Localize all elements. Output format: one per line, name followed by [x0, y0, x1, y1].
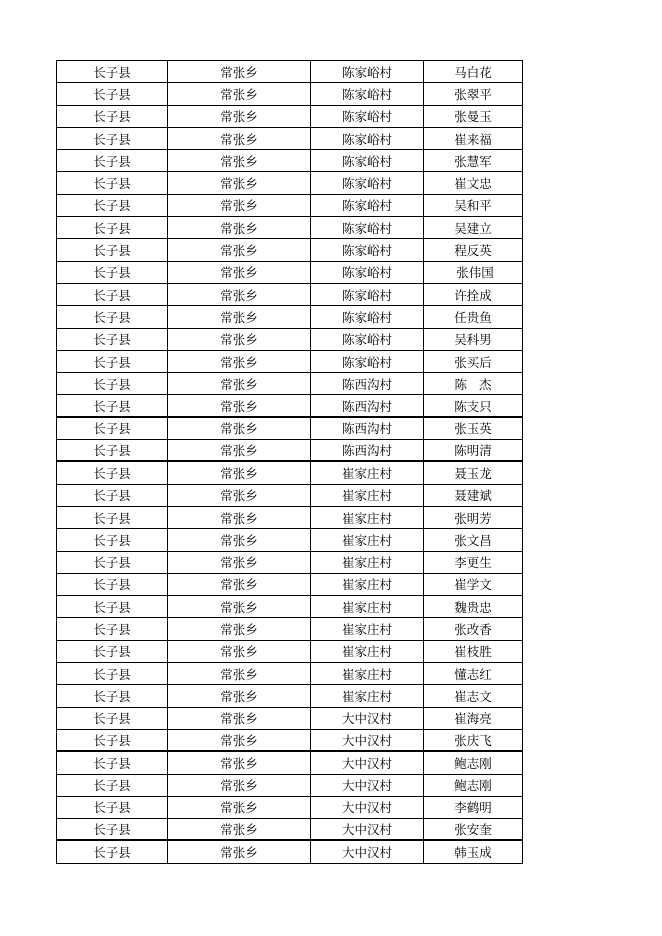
person-name-cell[interactable]: 许拴成 [424, 284, 523, 305]
person-name-cell[interactable]: 张文昌 [424, 529, 523, 550]
township-cell[interactable]: 常张乡 [168, 61, 311, 82]
county-cell[interactable]: 长子县 [57, 641, 168, 662]
village-cell[interactable]: 陈家峪村 [311, 106, 424, 127]
table-row [57, 841, 523, 863]
person-name-cell[interactable]: 魏贵忠 [424, 596, 523, 617]
person-name-cell[interactable]: 张曼玉 [424, 106, 523, 127]
table-row [57, 373, 523, 395]
township-cell[interactable]: 常张乡 [168, 685, 311, 706]
township-cell[interactable]: 常张乡 [168, 596, 311, 617]
table-row [57, 663, 523, 685]
county-cell[interactable]: 长子县 [57, 195, 168, 216]
person-name-cell[interactable]: 韩玉成 [424, 841, 523, 862]
person-name-cell[interactable]: 聂玉龙 [424, 462, 523, 483]
table-row [57, 641, 523, 663]
township-cell[interactable]: 常张乡 [168, 552, 311, 573]
village-cell[interactable]: 陈西沟村 [311, 395, 424, 415]
village-cell[interactable]: 崔家庄村 [311, 529, 424, 550]
county-cell[interactable]: 长子县 [57, 752, 168, 773]
township-cell[interactable]: 常张乡 [168, 797, 311, 818]
county-cell[interactable]: 长子县 [57, 128, 168, 149]
table-row [57, 217, 523, 239]
township-cell[interactable]: 常张乡 [168, 217, 311, 238]
county-cell[interactable]: 长子县 [57, 172, 168, 193]
table-row [57, 529, 523, 551]
village-cell[interactable]: 大中汉村 [311, 730, 424, 750]
county-cell[interactable]: 长子县 [57, 217, 168, 238]
table-row [57, 306, 523, 328]
township-cell[interactable]: 常张乡 [168, 106, 311, 127]
village-cell[interactable]: 崔家庄村 [311, 552, 424, 573]
village-cell[interactable]: 陈家峪村 [311, 262, 424, 283]
township-cell[interactable]: 常张乡 [168, 663, 311, 684]
township-cell[interactable]: 常张乡 [168, 462, 311, 483]
table-row [57, 462, 523, 484]
village-cell[interactable]: 陈家峪村 [311, 351, 424, 372]
village-cell[interactable]: 陈家峪村 [311, 83, 424, 104]
table-row [57, 485, 523, 507]
village-cell[interactable]: 大中汉村 [311, 775, 424, 796]
township-cell[interactable]: 常张乡 [168, 329, 311, 350]
table-row [57, 128, 523, 150]
person-name-cell[interactable]: 张伟国 [424, 262, 523, 283]
village-cell[interactable]: 陈家峪村 [311, 329, 424, 350]
village-cell[interactable]: 陈家峪村 [311, 61, 424, 82]
village-cell[interactable]: 崔家庄村 [311, 507, 424, 528]
village-cell[interactable]: 陈家峪村 [311, 306, 424, 327]
table-row [57, 797, 523, 819]
village-cell[interactable]: 大中汉村 [311, 708, 424, 729]
township-cell[interactable]: 常张乡 [168, 351, 311, 372]
county-cell[interactable]: 长子县 [57, 61, 168, 82]
table-row [57, 775, 523, 797]
township-cell[interactable]: 常张乡 [168, 708, 311, 729]
table-row [57, 150, 523, 172]
village-cell[interactable]: 陈家峪村 [311, 150, 424, 171]
person-name-cell[interactable]: 张安奎 [424, 819, 523, 839]
table-row [57, 284, 523, 306]
county-cell[interactable]: 长子县 [57, 106, 168, 127]
county-cell[interactable]: 长子县 [57, 306, 168, 327]
person-name-cell[interactable]: 鲍志刚 [424, 775, 523, 796]
county-cell[interactable]: 长子县 [57, 507, 168, 528]
person-name-cell[interactable]: 任贵鱼 [424, 306, 523, 327]
person-name-cell[interactable]: 陈 杰 [424, 373, 523, 394]
table-row [57, 106, 523, 128]
table-row [57, 83, 523, 105]
county-cell[interactable]: 长子县 [57, 730, 168, 750]
county-cell[interactable]: 长子县 [57, 351, 168, 372]
person-name-cell[interactable]: 聂建斌 [424, 485, 523, 506]
table-row [57, 574, 523, 596]
person-name-cell[interactable]: 程反英 [424, 239, 523, 260]
table-row [57, 819, 523, 841]
person-name-cell[interactable]: 马白花 [424, 61, 523, 82]
county-cell[interactable]: 长子县 [57, 395, 168, 415]
person-name-cell[interactable]: 陈明清 [424, 440, 523, 460]
village-cell[interactable]: 崔家庄村 [311, 596, 424, 617]
county-cell[interactable]: 长子县 [57, 418, 168, 439]
township-cell[interactable]: 常张乡 [168, 284, 311, 305]
village-cell[interactable]: 大中汉村 [311, 797, 424, 818]
table-row [57, 552, 523, 574]
table-row [57, 708, 523, 730]
person-name-cell[interactable]: 张玉英 [424, 418, 523, 439]
table-row [57, 596, 523, 618]
village-cell[interactable]: 陈西沟村 [311, 373, 424, 394]
township-cell[interactable]: 常张乡 [168, 239, 311, 260]
person-name-cell[interactable]: 崔学文 [424, 574, 523, 595]
village-cell[interactable]: 崔家庄村 [311, 618, 424, 639]
table-row [57, 507, 523, 529]
township-cell[interactable]: 常张乡 [168, 395, 311, 415]
table-row [57, 172, 523, 194]
county-cell[interactable]: 长子县 [57, 841, 168, 862]
village-cell[interactable]: 崔家庄村 [311, 485, 424, 506]
village-cell[interactable]: 崔家庄村 [311, 685, 424, 706]
township-cell[interactable]: 常张乡 [168, 574, 311, 595]
village-cell[interactable]: 崔家庄村 [311, 574, 424, 595]
person-name-cell[interactable]: 张明芳 [424, 507, 523, 528]
village-cell[interactable]: 陈家峪村 [311, 239, 424, 260]
township-cell[interactable]: 常张乡 [168, 128, 311, 149]
county-cell[interactable]: 长子县 [57, 485, 168, 506]
village-cell[interactable]: 陈西沟村 [311, 418, 424, 439]
county-cell[interactable]: 长子县 [57, 819, 168, 839]
village-cell[interactable]: 崔家庄村 [311, 663, 424, 684]
township-cell[interactable]: 常张乡 [168, 262, 311, 283]
person-name-cell[interactable]: 李更生 [424, 552, 523, 573]
person-name-cell[interactable]: 崔来福 [424, 128, 523, 149]
village-cell[interactable]: 陈家峪村 [311, 128, 424, 149]
person-name-cell[interactable]: 吴和平 [424, 195, 523, 216]
person-name-cell[interactable]: 崔枝胜 [424, 641, 523, 662]
county-cell[interactable]: 长子县 [57, 373, 168, 394]
township-cell[interactable]: 常张乡 [168, 775, 311, 796]
township-cell[interactable]: 常张乡 [168, 440, 311, 460]
person-name-cell[interactable]: 张改香 [424, 618, 523, 639]
county-cell[interactable]: 长子县 [57, 685, 168, 706]
person-name-cell[interactable]: 吴建立 [424, 217, 523, 238]
village-cell[interactable]: 陈家峪村 [311, 172, 424, 193]
township-cell[interactable]: 常张乡 [168, 529, 311, 550]
township-cell[interactable]: 常张乡 [168, 730, 311, 750]
table-row [57, 418, 523, 440]
table-row [57, 262, 523, 284]
person-name-cell[interactable]: 鲍志刚 [424, 752, 523, 773]
village-cell[interactable]: 陈西沟村 [311, 440, 424, 460]
table-row [57, 752, 523, 774]
township-cell[interactable]: 常张乡 [168, 83, 311, 104]
person-name-cell[interactable]: 张买后 [424, 351, 523, 372]
county-cell[interactable]: 长子县 [57, 239, 168, 260]
township-cell[interactable]: 常张乡 [168, 752, 311, 773]
table-row [57, 351, 523, 373]
table-row [57, 61, 523, 83]
township-cell[interactable]: 常张乡 [168, 618, 311, 639]
person-name-cell[interactable]: 懂志红 [424, 663, 523, 684]
table-row [57, 395, 523, 417]
county-cell[interactable]: 长子县 [57, 262, 168, 283]
township-cell[interactable]: 常张乡 [168, 507, 311, 528]
county-cell[interactable]: 长子县 [57, 596, 168, 617]
village-cell[interactable]: 大中汉村 [311, 752, 424, 773]
county-cell[interactable]: 长子县 [57, 663, 168, 684]
county-cell[interactable]: 长子县 [57, 775, 168, 796]
person-name-cell[interactable]: 张慧军 [424, 150, 523, 171]
county-cell[interactable]: 长子县 [57, 150, 168, 171]
person-name-cell[interactable]: 张翠平 [424, 83, 523, 104]
township-cell[interactable]: 常张乡 [168, 819, 311, 839]
county-cell[interactable]: 长子县 [57, 440, 168, 460]
township-cell[interactable]: 常张乡 [168, 373, 311, 394]
village-cell[interactable]: 陈家峪村 [311, 284, 424, 305]
county-cell[interactable]: 长子县 [57, 284, 168, 305]
table-row [57, 618, 523, 640]
county-cell[interactable]: 长子县 [57, 797, 168, 818]
village-cell[interactable]: 大中汉村 [311, 819, 424, 839]
county-cell[interactable]: 长子县 [57, 552, 168, 573]
person-name-cell[interactable]: 吴科男 [424, 329, 523, 350]
table-row [57, 329, 523, 351]
township-cell[interactable]: 常张乡 [168, 195, 311, 216]
county-cell[interactable]: 长子县 [57, 462, 168, 483]
table-row [57, 195, 523, 217]
village-cell[interactable]: 崔家庄村 [311, 641, 424, 662]
county-cell[interactable]: 长子县 [57, 329, 168, 350]
township-cell[interactable]: 常张乡 [168, 172, 311, 193]
person-name-cell[interactable]: 李鹤明 [424, 797, 523, 818]
person-name-cell[interactable]: 崔文忠 [424, 172, 523, 193]
table-row [57, 239, 523, 261]
village-cell[interactable]: 大中汉村 [311, 841, 424, 862]
village-cell[interactable]: 陈家峪村 [311, 195, 424, 216]
county-cell[interactable]: 长子县 [57, 618, 168, 639]
village-cell[interactable]: 陈家峪村 [311, 217, 424, 238]
table-row [57, 685, 523, 707]
person-name-cell[interactable]: 崔海亮 [424, 708, 523, 729]
village-cell[interactable]: 崔家庄村 [311, 462, 424, 483]
township-cell[interactable]: 常张乡 [168, 306, 311, 327]
township-cell[interactable]: 常张乡 [168, 841, 311, 862]
county-cell[interactable]: 长子县 [57, 574, 168, 595]
person-name-cell[interactable]: 张庆飞 [424, 730, 523, 750]
table-row [57, 440, 523, 462]
township-cell[interactable]: 常张乡 [168, 485, 311, 506]
township-cell[interactable]: 常张乡 [168, 418, 311, 439]
township-cell[interactable]: 常张乡 [168, 641, 311, 662]
township-cell[interactable]: 常张乡 [168, 150, 311, 171]
table-row [57, 730, 523, 752]
spreadsheet-table [56, 60, 523, 864]
person-name-cell[interactable]: 崔志文 [424, 685, 523, 706]
county-cell[interactable]: 长子县 [57, 83, 168, 104]
county-cell[interactable]: 长子县 [57, 708, 168, 729]
county-cell[interactable]: 长子县 [57, 529, 168, 550]
person-name-cell[interactable]: 陈支只 [424, 395, 523, 415]
